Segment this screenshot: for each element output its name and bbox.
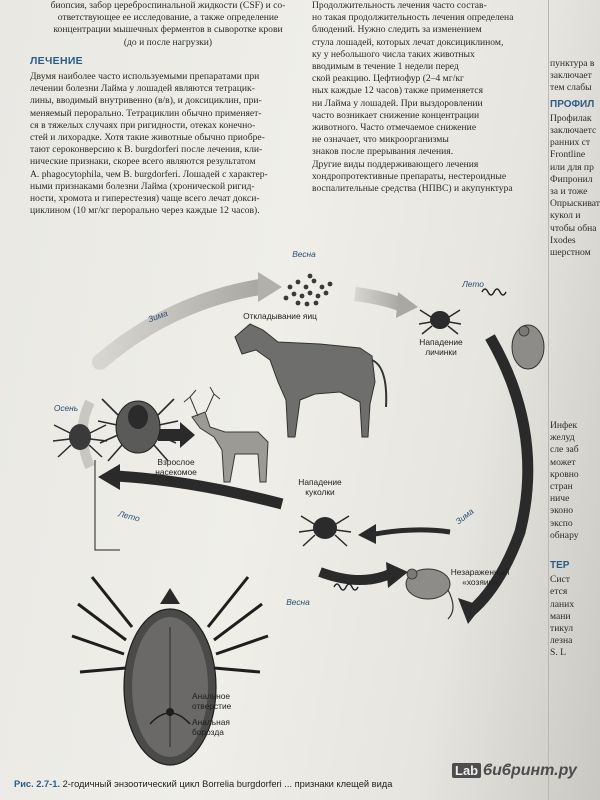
body-line: ется [550, 586, 568, 598]
body-line: лины, вводимый внутривенно (в/в), и доксициклин, при- [30, 95, 262, 107]
label-winter-right: Зима [453, 506, 476, 527]
egg-cluster [284, 274, 333, 307]
label-nymph-attack [280, 478, 360, 497]
label-line: Взрослое [157, 457, 195, 467]
summer-left-arrowhead [98, 464, 120, 490]
left-text-column [30, 0, 306, 217]
label-anal-groove [192, 718, 252, 737]
body-line: или для пр [550, 161, 594, 173]
spirochete-bottom [334, 584, 358, 590]
label-anal-opening [192, 692, 252, 711]
body-line: эконо [550, 505, 574, 517]
winter-right-arrowhead [358, 524, 376, 544]
label-summer-top: Лето [462, 279, 484, 289]
watermark-site: ϐиϐринт.ру [483, 762, 577, 779]
figure-caption [14, 779, 534, 789]
body-line: пунктура в [550, 58, 595, 69]
body-line: не означает, что микроорганизмы [312, 134, 449, 146]
label-line: личинки [425, 346, 457, 357]
larva-tick [419, 310, 461, 334]
spirochete-top [482, 289, 506, 295]
spring-summer-arrowhead [396, 292, 418, 318]
body-line: кукол и [550, 210, 581, 222]
body-line: чтобы обна [550, 222, 597, 234]
body-line: тают сероконверсию к B. burgdorferi после лечения, кли- [30, 144, 263, 156]
body-line: воспалительные средства (НПВС) и акупунктура [312, 183, 513, 195]
body-line: экспо [550, 517, 573, 529]
body-line: сле заб [550, 444, 579, 456]
body-line: ниче [550, 493, 570, 505]
body-line: стран [550, 481, 573, 493]
body-line: ланих [550, 598, 575, 610]
body-line: шерстном [550, 247, 591, 259]
label-summer-left: Лето [117, 508, 141, 524]
label-line: борозда [192, 726, 224, 737]
label-spring-bottom: Весна [286, 597, 310, 607]
body-line: Frontline [550, 149, 586, 161]
body-line: вводимым в течение 1 недели перед [312, 61, 459, 73]
body-line: Опрыскиват [550, 198, 600, 210]
label-line: Анальная [192, 717, 230, 727]
body-line: Сист [550, 574, 570, 586]
body-line: блюдений. Нужно следить за изменением [312, 24, 482, 36]
label-uninfected-host [440, 568, 520, 587]
tick-life-cycle-figure [20, 232, 560, 767]
top-line: ответствующее ее исследование, а также определение [57, 12, 279, 24]
top-line: концентрации мышечных ферментов в сыворотке крови [53, 24, 283, 36]
body-line: ни Лайма у лошадей. При выздоровлении [312, 97, 483, 109]
caption-text: 2-годичный энзоотический цикл Borrelia burgdorferi ... признаки клещей вида [62, 779, 393, 789]
body-line: меняемый перорально. Тетрациклин обычно применяет- [30, 107, 262, 119]
body-line: заключает [550, 70, 592, 82]
label-line: Нападение [419, 337, 463, 347]
label-larva-attack [406, 338, 476, 357]
body-line: знаков после прерывания лечения. [312, 146, 454, 158]
section-heading-prophylaxis: ПРОФИЛ [550, 98, 595, 110]
body-line: стей и лихорадке. Хотя такие животные обычно приобре- [30, 132, 265, 144]
label-autumn: Осень [53, 403, 79, 413]
body-line: S. L [550, 647, 566, 659]
body-line: ных каждые 12 часов) также применяется [312, 85, 483, 97]
body-line: лечении болезни Лайма у лошадей являются тетрацик- [30, 83, 255, 95]
body-line: мани [550, 610, 571, 622]
body-line: ся в тяжелых случаях при ригидности, отеках конечно- [30, 119, 256, 131]
body-line: стула лошадей, которых лечат доксициклином, [312, 36, 504, 48]
horse-illustration [235, 324, 386, 437]
body-line: может [550, 456, 576, 468]
label-line: Незараженный [450, 567, 510, 577]
top-line: (до и после нагрузки) [123, 36, 213, 48]
nymph-tick [299, 516, 351, 546]
top-line: биопсия, забор цереброспинальной жидкости (CSF) и со- [50, 0, 286, 11]
label-spring-top: Весна [292, 249, 316, 259]
mouse-top-right [512, 325, 544, 369]
body-line: за и тоже [550, 186, 588, 198]
winter-right-arrow [375, 530, 450, 534]
label-egg-laying: Откладывание яиц [243, 311, 317, 321]
body-line: часто возникает снижение концентрации [312, 109, 480, 121]
watermark [452, 762, 577, 780]
body-line: кровно [550, 468, 579, 480]
right-text-column [550, 58, 600, 259]
summer-left-arrow [115, 476, 282, 504]
winter-arrowhead [258, 272, 282, 302]
body-line: ской реакцию. Цефтиофур (2–4 мг/кг [312, 73, 464, 85]
body-line: желуд [550, 432, 575, 444]
body-line: Инфек [550, 420, 578, 431]
body-line: ку у небольшого числа таких животных [312, 48, 475, 60]
body-line: Фипронил [550, 173, 593, 185]
spring-summer-arrow [355, 294, 400, 304]
body-line: ности, хромота и гиперестезия) чаще всего лечат докси- [30, 193, 260, 205]
body-line: циклином (10 мг/кг перорально через каждые 12 часов). [30, 205, 260, 217]
label-line: насекомое [155, 466, 197, 477]
section-heading-treatment: ЛЕЧЕНИЕ [30, 54, 83, 67]
body-line: A. phagocytophila, чем B. burgdorferi. Лошадей с характер- [30, 168, 268, 180]
body-line: Ixodes [550, 234, 576, 246]
body-line: нические признаки, скорее всего являются результатом [30, 156, 256, 168]
body-line: тем слабы [550, 82, 592, 94]
body-line: хондропротективные препараты, нестероидные [312, 170, 507, 182]
label-line: Нападение [298, 477, 342, 487]
watermark-label: Lab [452, 763, 481, 778]
body-line: заключаетс [550, 125, 597, 137]
body-line: тикул [550, 623, 574, 635]
body-line: обнару [550, 529, 579, 541]
label-adult-insect [146, 458, 206, 477]
body-line: Продолжительность лечения часто состав- [312, 0, 487, 11]
body-line: ными признаками болезни Лайма (хронической ригид- [30, 180, 255, 192]
spring-bottom-arrowhead [386, 562, 408, 588]
label-line: «хозяин» [462, 576, 498, 587]
body-line: Двумя наиболее часто используемыми препаратами при [30, 71, 260, 83]
middle-text-column [312, 0, 544, 195]
body-line: животного. Часто отмечаемое снижение [312, 122, 477, 134]
spring-bottom-arrow [320, 572, 390, 580]
body-line: ранних ст [550, 137, 591, 149]
label-line: Анальное [192, 691, 231, 701]
body-line: Профилак [550, 112, 592, 124]
body-line: лезна [550, 635, 573, 647]
label-line: отверстие [192, 700, 232, 711]
adult-to-deer-arrow [158, 422, 195, 448]
label-winter: Зима [146, 307, 169, 325]
section-heading-therapy: ТЕР [550, 560, 570, 572]
body-line: Другие виды поддерживающего лечения [312, 158, 479, 170]
winter-arrow [100, 287, 260, 362]
label-line: куколки [305, 486, 335, 497]
body-line: но такая продолжительность лечения определена [312, 12, 514, 24]
caption-number: Рис. 2.7-1. [14, 779, 61, 789]
